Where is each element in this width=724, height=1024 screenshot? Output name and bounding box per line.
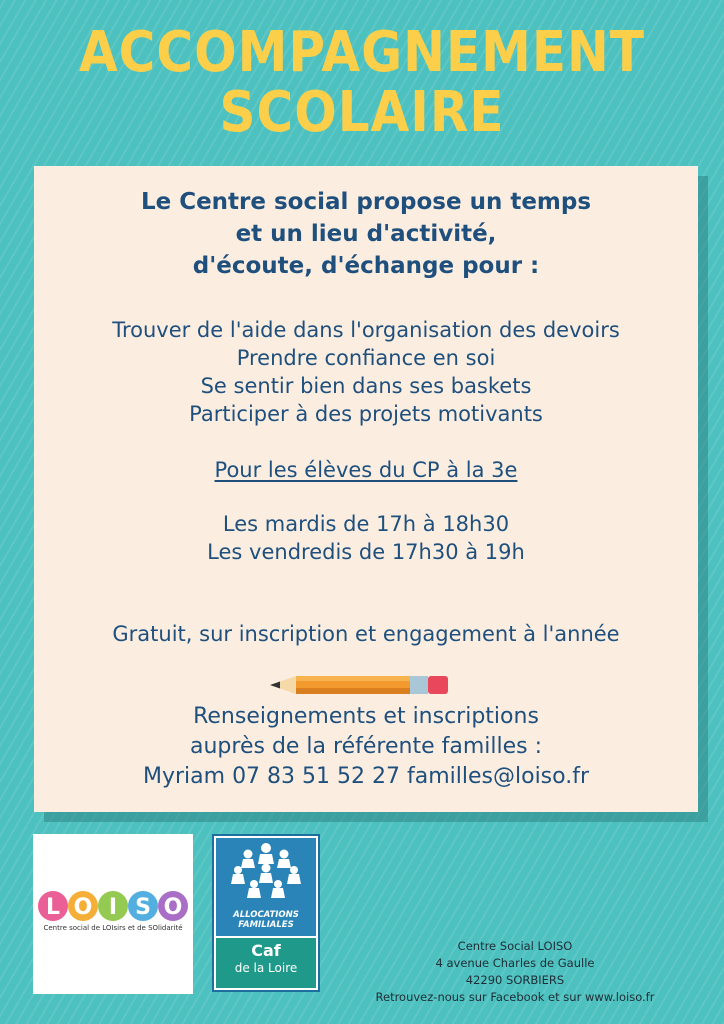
conditions-line: Gratuit, sur inscription et engagement à l'année xyxy=(112,622,620,646)
audience-text: Pour les élèves du CP à la 3e xyxy=(214,458,518,482)
contact-line-3: Myriam 07 83 51 52 27 familles@loiso.fr xyxy=(143,764,589,789)
loiso-letter-o: O xyxy=(73,895,93,920)
objective-1: Trouver de l'aide dans l'organisation des devoirs xyxy=(112,318,620,342)
schedule-line-2: Les vendredis de 17h30 à 19h xyxy=(207,540,525,564)
loiso-letter-s: S xyxy=(135,895,151,920)
caf-allocations-text xyxy=(216,910,316,930)
loiso-letter-l: L xyxy=(45,895,61,920)
address-line-2: 4 avenue Charles de Gaulle xyxy=(435,956,595,970)
family-figures-icon xyxy=(216,838,316,908)
address-line-3: 42290 SORBIERS xyxy=(465,973,565,987)
caf-line-2: FAMILIALES xyxy=(238,920,294,930)
audience-line xyxy=(34,456,698,484)
loiso-logo xyxy=(33,834,193,994)
objective-4: Participer à des projets motivants xyxy=(189,402,543,426)
caf-name: Caf xyxy=(251,941,281,960)
caf-logo xyxy=(212,834,320,992)
page-title-line-1: ACCOMPAGNEMENT xyxy=(78,19,645,85)
objective-3: Se sentir bien dans ses baskets xyxy=(200,374,532,398)
objective-2: Prendre confiance en soi xyxy=(236,346,496,370)
contact-line-2: auprès de la référente familles : xyxy=(190,734,542,759)
schedule-line-1: Les mardis de 17h à 18h30 xyxy=(222,512,510,536)
caf-line-1: ALLOCATIONS xyxy=(233,910,299,920)
info-panel xyxy=(34,166,698,812)
loiso-subtitle: Centre social de LOIsirs et de SOlidarité xyxy=(43,924,183,932)
pencil-icon xyxy=(270,673,450,697)
loiso-letter-i: I xyxy=(108,895,118,920)
caf-logo-top xyxy=(216,838,316,936)
loiso-logo-mark xyxy=(38,889,188,923)
loiso-letter-o-2: O xyxy=(163,895,183,920)
intro-line-1: Le Centre social propose un temps xyxy=(140,189,592,215)
caf-logo-bottom xyxy=(216,938,316,988)
intro-line-3: d'écoute, d'échange pour : xyxy=(192,253,540,279)
intro-line-2: et un lieu d'activité, xyxy=(235,221,497,247)
page-title-line-2: SCOLAIRE xyxy=(219,79,505,145)
address-line-4: Retrouvez-nous sur Facebook et sur www.loiso.fr xyxy=(375,990,655,1004)
caf-region: de la Loire xyxy=(234,961,298,975)
address-line-1: Centre Social LOISO xyxy=(457,939,573,953)
contact-line-1: Renseignements et inscriptions xyxy=(193,704,539,729)
